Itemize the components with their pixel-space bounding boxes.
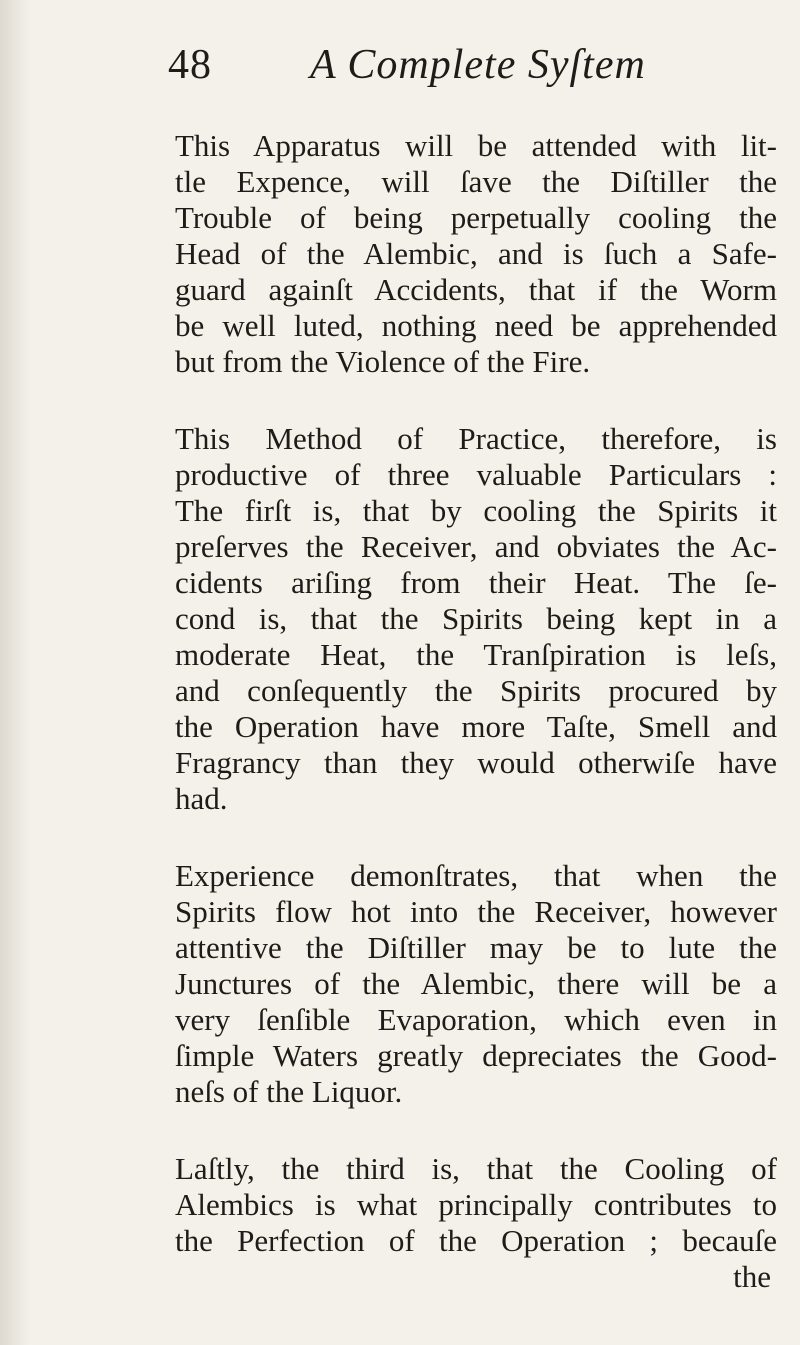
text-line: the Perfection of the Operation ; becauſe bbox=[175, 1223, 777, 1258]
text-line: Laſtly, the third is, that the Cooling of bbox=[175, 1151, 777, 1186]
text-line: Spirits flow hot into the Receiver, however bbox=[175, 894, 777, 929]
text-line: guard againſt Accidents, that if the Worm bbox=[175, 272, 777, 307]
text-line: very ſenſible Evaporation, which even in bbox=[175, 1002, 777, 1037]
text-line: preſerves the Receiver, and obviates the Ac- bbox=[175, 529, 777, 564]
text-line: ſimple Waters greatly depreciates the Good- bbox=[175, 1038, 777, 1073]
running-title: A Complete Syſtem bbox=[310, 42, 646, 88]
text-line: attentive the Diſtiller may be to lute the bbox=[175, 930, 777, 965]
text-line: Fragrancy than they would otherwiſe have bbox=[175, 745, 777, 780]
text-line: Alembics is what principally contributes to bbox=[175, 1187, 777, 1222]
text-line: and conſequently the Spirits procured by bbox=[175, 673, 777, 708]
text-line: Head of the Alembic, and is ſuch a Safe- bbox=[175, 236, 777, 271]
text-line: cidents ariſing from their Heat. The ſe- bbox=[175, 565, 777, 600]
text-line: but from the Violence of the Fire. bbox=[175, 344, 591, 379]
text-line: This Method of Practice, therefore, is bbox=[175, 421, 777, 456]
paragraph-3 bbox=[175, 858, 777, 1110]
text-line: had. bbox=[175, 781, 228, 816]
text-line: moderate Heat, the Tranſpiration is leſs, bbox=[175, 637, 777, 672]
text-line: Trouble of being perpetually cooling the bbox=[175, 200, 777, 235]
text-line: the Operation have more Taſte, Smell and bbox=[175, 709, 777, 744]
paragraph-2 bbox=[175, 421, 777, 817]
text-line: cond is, that the Spirits being kept in a bbox=[175, 601, 777, 636]
page-header bbox=[168, 40, 688, 100]
text-line: be well luted, nothing need be apprehended bbox=[175, 308, 777, 343]
text-line: tle Expence, will ſave the Diſtiller the bbox=[175, 164, 777, 199]
text-line: This Apparatus will be attended with lit- bbox=[175, 128, 777, 163]
page-number: 48 bbox=[168, 42, 212, 88]
text-line: Experience demonſtrates, that when the bbox=[175, 858, 777, 893]
text-line: Junctures of the Alembic, there will be a bbox=[175, 966, 777, 1001]
text-line: The firſt is, that by cooling the Spirits it bbox=[175, 493, 777, 528]
catchword: the bbox=[733, 1259, 771, 1294]
paragraph-1 bbox=[175, 128, 777, 380]
body-text bbox=[175, 128, 777, 1336]
text-line: productive of three valuable Particulars : bbox=[175, 457, 777, 492]
paragraph-4 bbox=[175, 1151, 777, 1295]
text-line: neſs of the Liquor. bbox=[175, 1074, 403, 1109]
spine-shadow bbox=[0, 0, 30, 1345]
